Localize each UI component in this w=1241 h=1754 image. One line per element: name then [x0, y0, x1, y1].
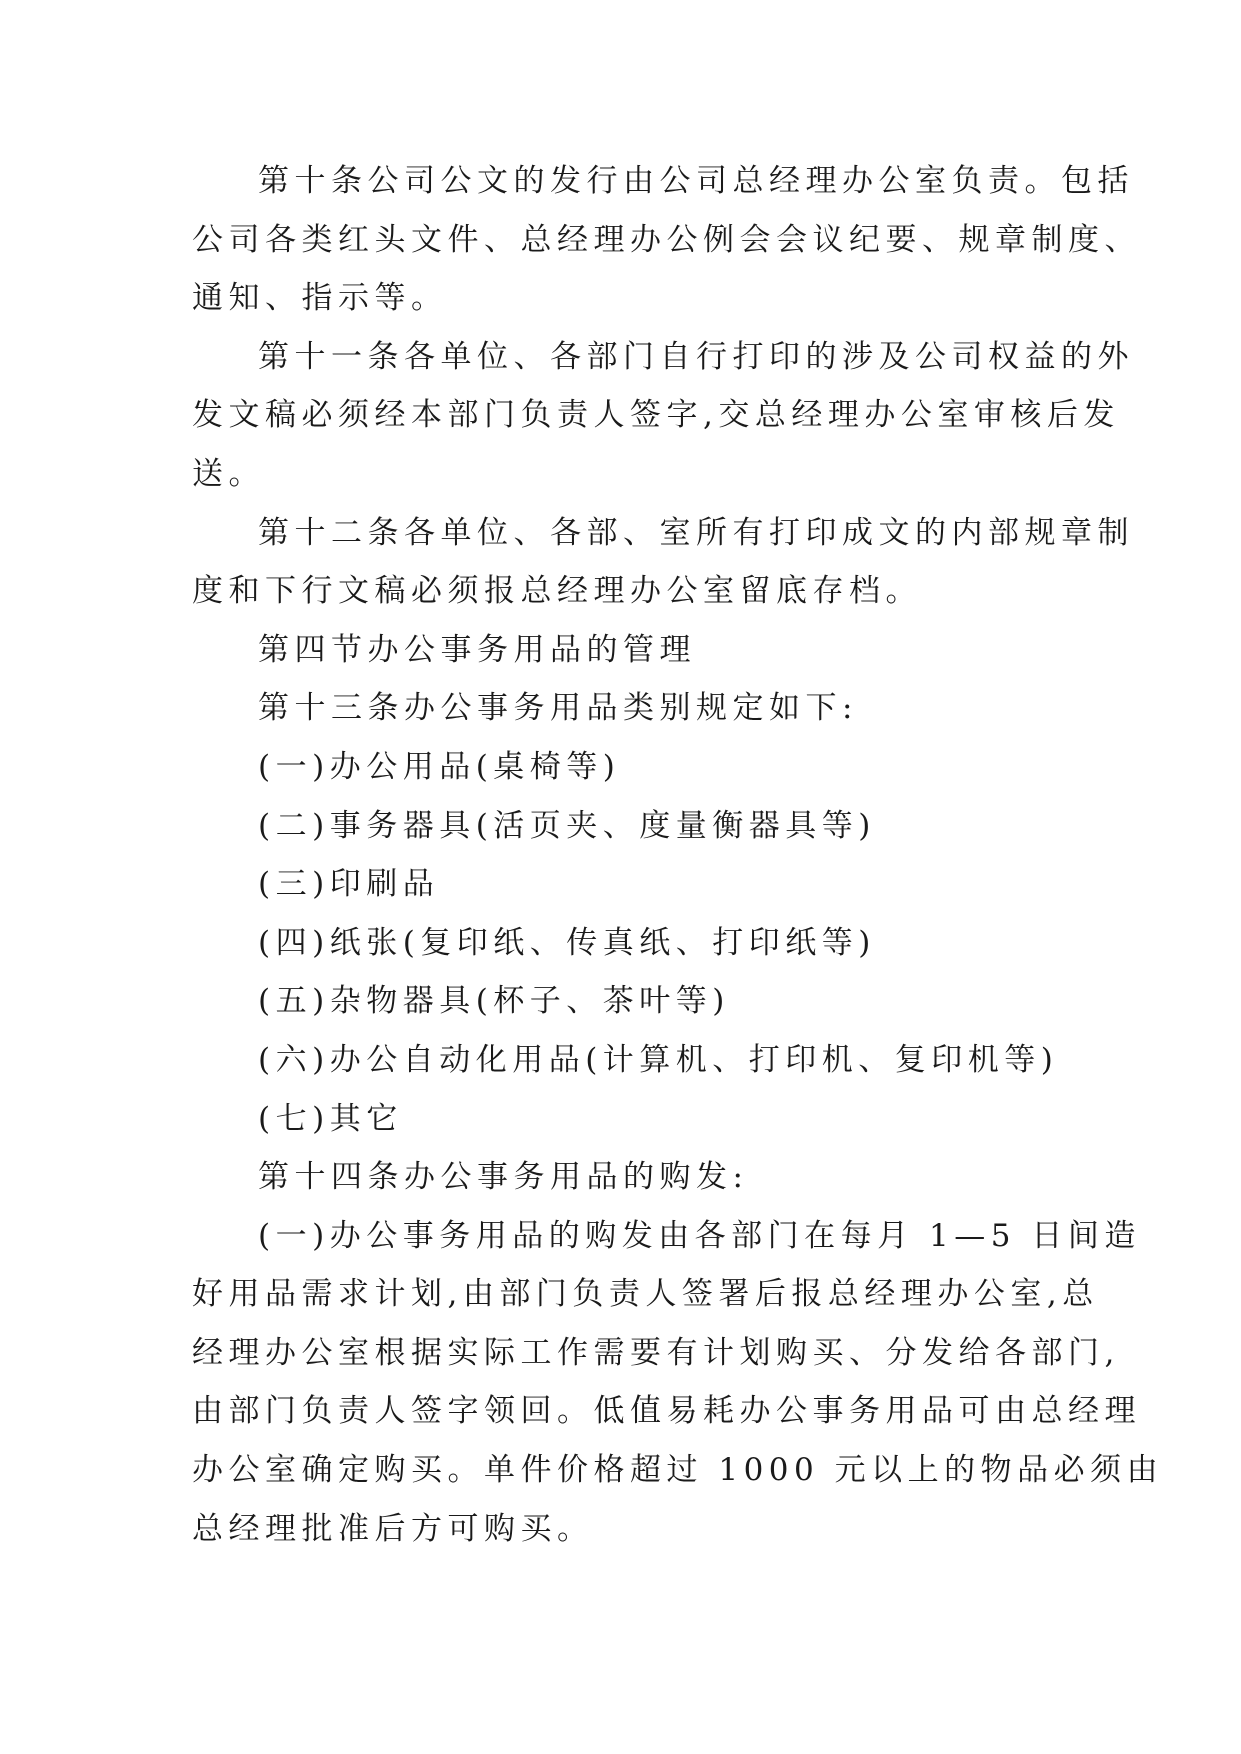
- list-item: (七)其它: [258, 1100, 403, 1137]
- document-body: [192, 152, 1164, 1558]
- text-line: 第十三条办公事务用品类别规定如下:: [258, 690, 858, 727]
- list-item: (五)杂物器具(杯子、茶叶等): [258, 983, 730, 1020]
- text-line: 办公室确定购买。单件价格超过 1000 元以上的物品必须由: [192, 1452, 1164, 1489]
- text-line: 通知、指示等。: [192, 280, 448, 317]
- text-line: 第十条公司公文的发行由公司总经理办公室负责。包括: [258, 163, 1134, 199]
- list-item: (三)印刷品: [258, 866, 440, 903]
- list-item: (一)办公用品(桌椅等): [258, 748, 621, 785]
- list-item: (二)事务器具(活页夹、度量衡器具等): [258, 807, 876, 844]
- text-line: 第十二条各单位、各部、室所有打印成文的内部规章制: [258, 514, 1134, 551]
- text-line: 总经理批准后方可购买。: [192, 1510, 594, 1547]
- text-line: 送。: [192, 455, 265, 492]
- section-heading: 第四节办公事务用品的管理: [258, 631, 696, 668]
- text-line: 度和下行文稿必须报总经理办公室留底存档。: [192, 573, 922, 610]
- text-line: 经理办公室根据实际工作需要有计划购买、分发给各部门,: [192, 1334, 1120, 1371]
- text-line: 好用品需求计划,由部门负责人签署后报总经理办公室,总: [192, 1276, 1099, 1313]
- list-item: (六)办公自动化用品(计算机、打印机、复印机等): [258, 1041, 1059, 1078]
- text-line: 由部门负责人签字领回。低值易耗办公事务用品可由总经理: [192, 1393, 1141, 1430]
- text-line: 第十四条办公事务用品的购发:: [258, 1159, 749, 1196]
- text-line: (一)办公事务用品的购发由各部门在每月 1—5 日间造: [258, 1217, 1141, 1254]
- text-line: 公司各类红头文件、总经理办公例会会议纪要、规章制度、: [192, 221, 1141, 258]
- text-line: 发文稿必须经本部门负责人签字,交总经理办公室审核后发: [192, 397, 1120, 434]
- text-line: 第十一条各单位、各部门自行打印的涉及公司权益的外: [258, 338, 1134, 375]
- list-item: (四)纸张(复印纸、传真纸、打印纸等): [258, 924, 876, 961]
